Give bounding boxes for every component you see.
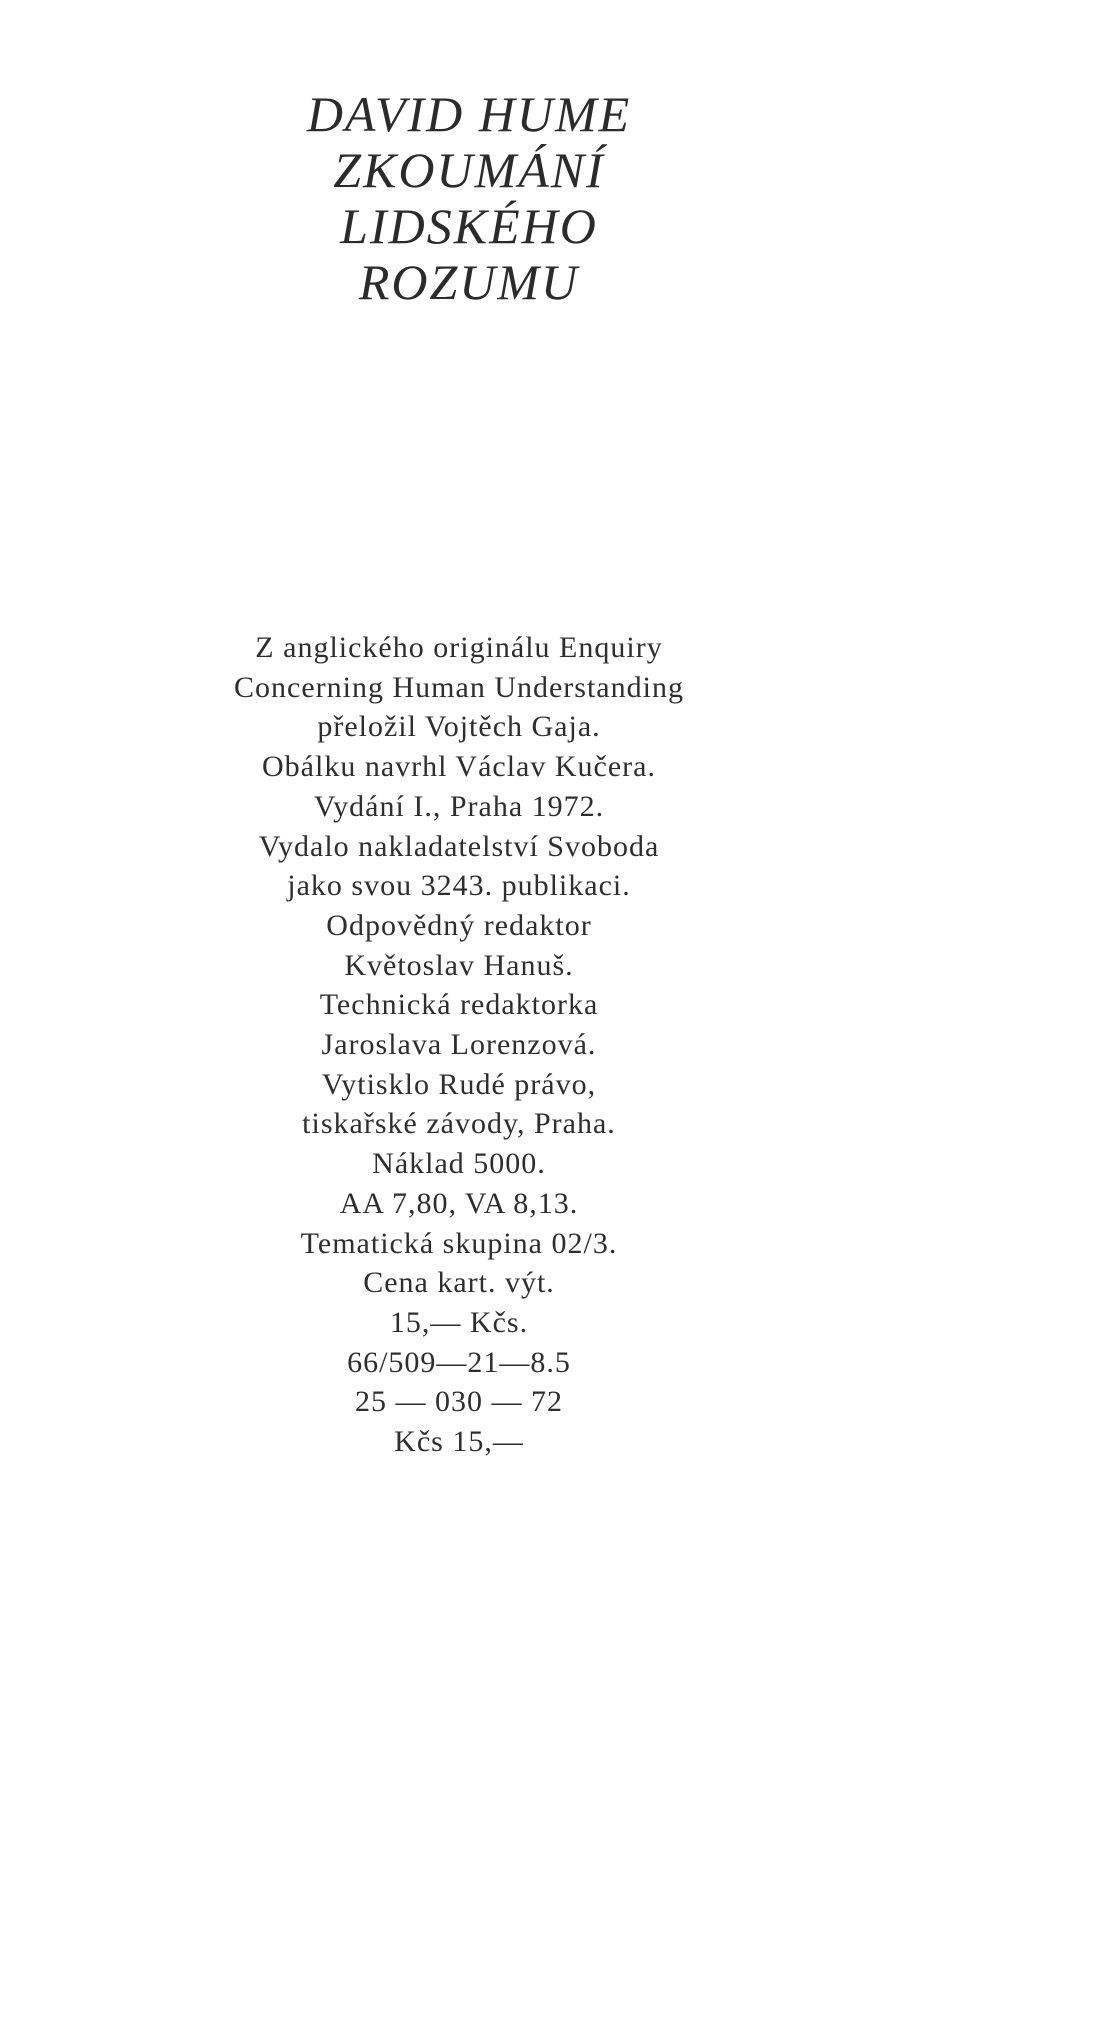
colophon-line: 25 — 030 — 72 [355,1385,563,1419]
colophon-line: Vytisklo Rudé právo, [321,1067,597,1101]
colophon-line: přeložil Vojtěch Gaja. [317,710,601,744]
title-line-3: ROZUMU [358,254,580,310]
colophon-line: Concerning Human Understanding [234,670,684,704]
colophon-line: 66/509—21—8.5 [347,1345,571,1379]
colophon-line: Tematická skupina 02/3. [300,1226,618,1260]
colophon-line: Vydání I., Praha 1972. [313,789,605,823]
colophon-line: Náklad 5000. [372,1147,546,1181]
colophon-block [0,628,1008,1462]
author-name: DAVID HUME [306,86,632,142]
colophon-line: jako svou 3243. publikaci. [287,869,631,903]
colophon-line: Jaroslava Lorenzová. [321,1028,597,1062]
colophon-line: Cena kart. výt. [363,1266,555,1300]
colophon-line: tiskařské závody, Praha. [302,1107,616,1141]
colophon-line: Vydalo nakladatelství Svoboda [258,829,660,863]
title-line-1: ZKOUMÁNÍ [333,142,605,198]
colophon-line: Kčs 15,— [394,1425,524,1459]
title-line-2: LIDSKÉHO [340,198,598,254]
colophon-line: 15,— Kčs. [389,1305,529,1339]
colophon-line: Květoslav Hanuš. [344,948,574,982]
colophon-line: Z anglického originálu Enquiry [255,631,663,664]
colophon-line: Obálku navrhl Václav Kučera. [262,750,656,784]
book-title-block [0,86,1018,310]
colophon-line: Odpovědný redaktor [326,908,592,942]
colophon-line: Technická redaktorka [319,988,599,1022]
colophon-line: AA 7,80, VA 8,13. [339,1186,579,1220]
